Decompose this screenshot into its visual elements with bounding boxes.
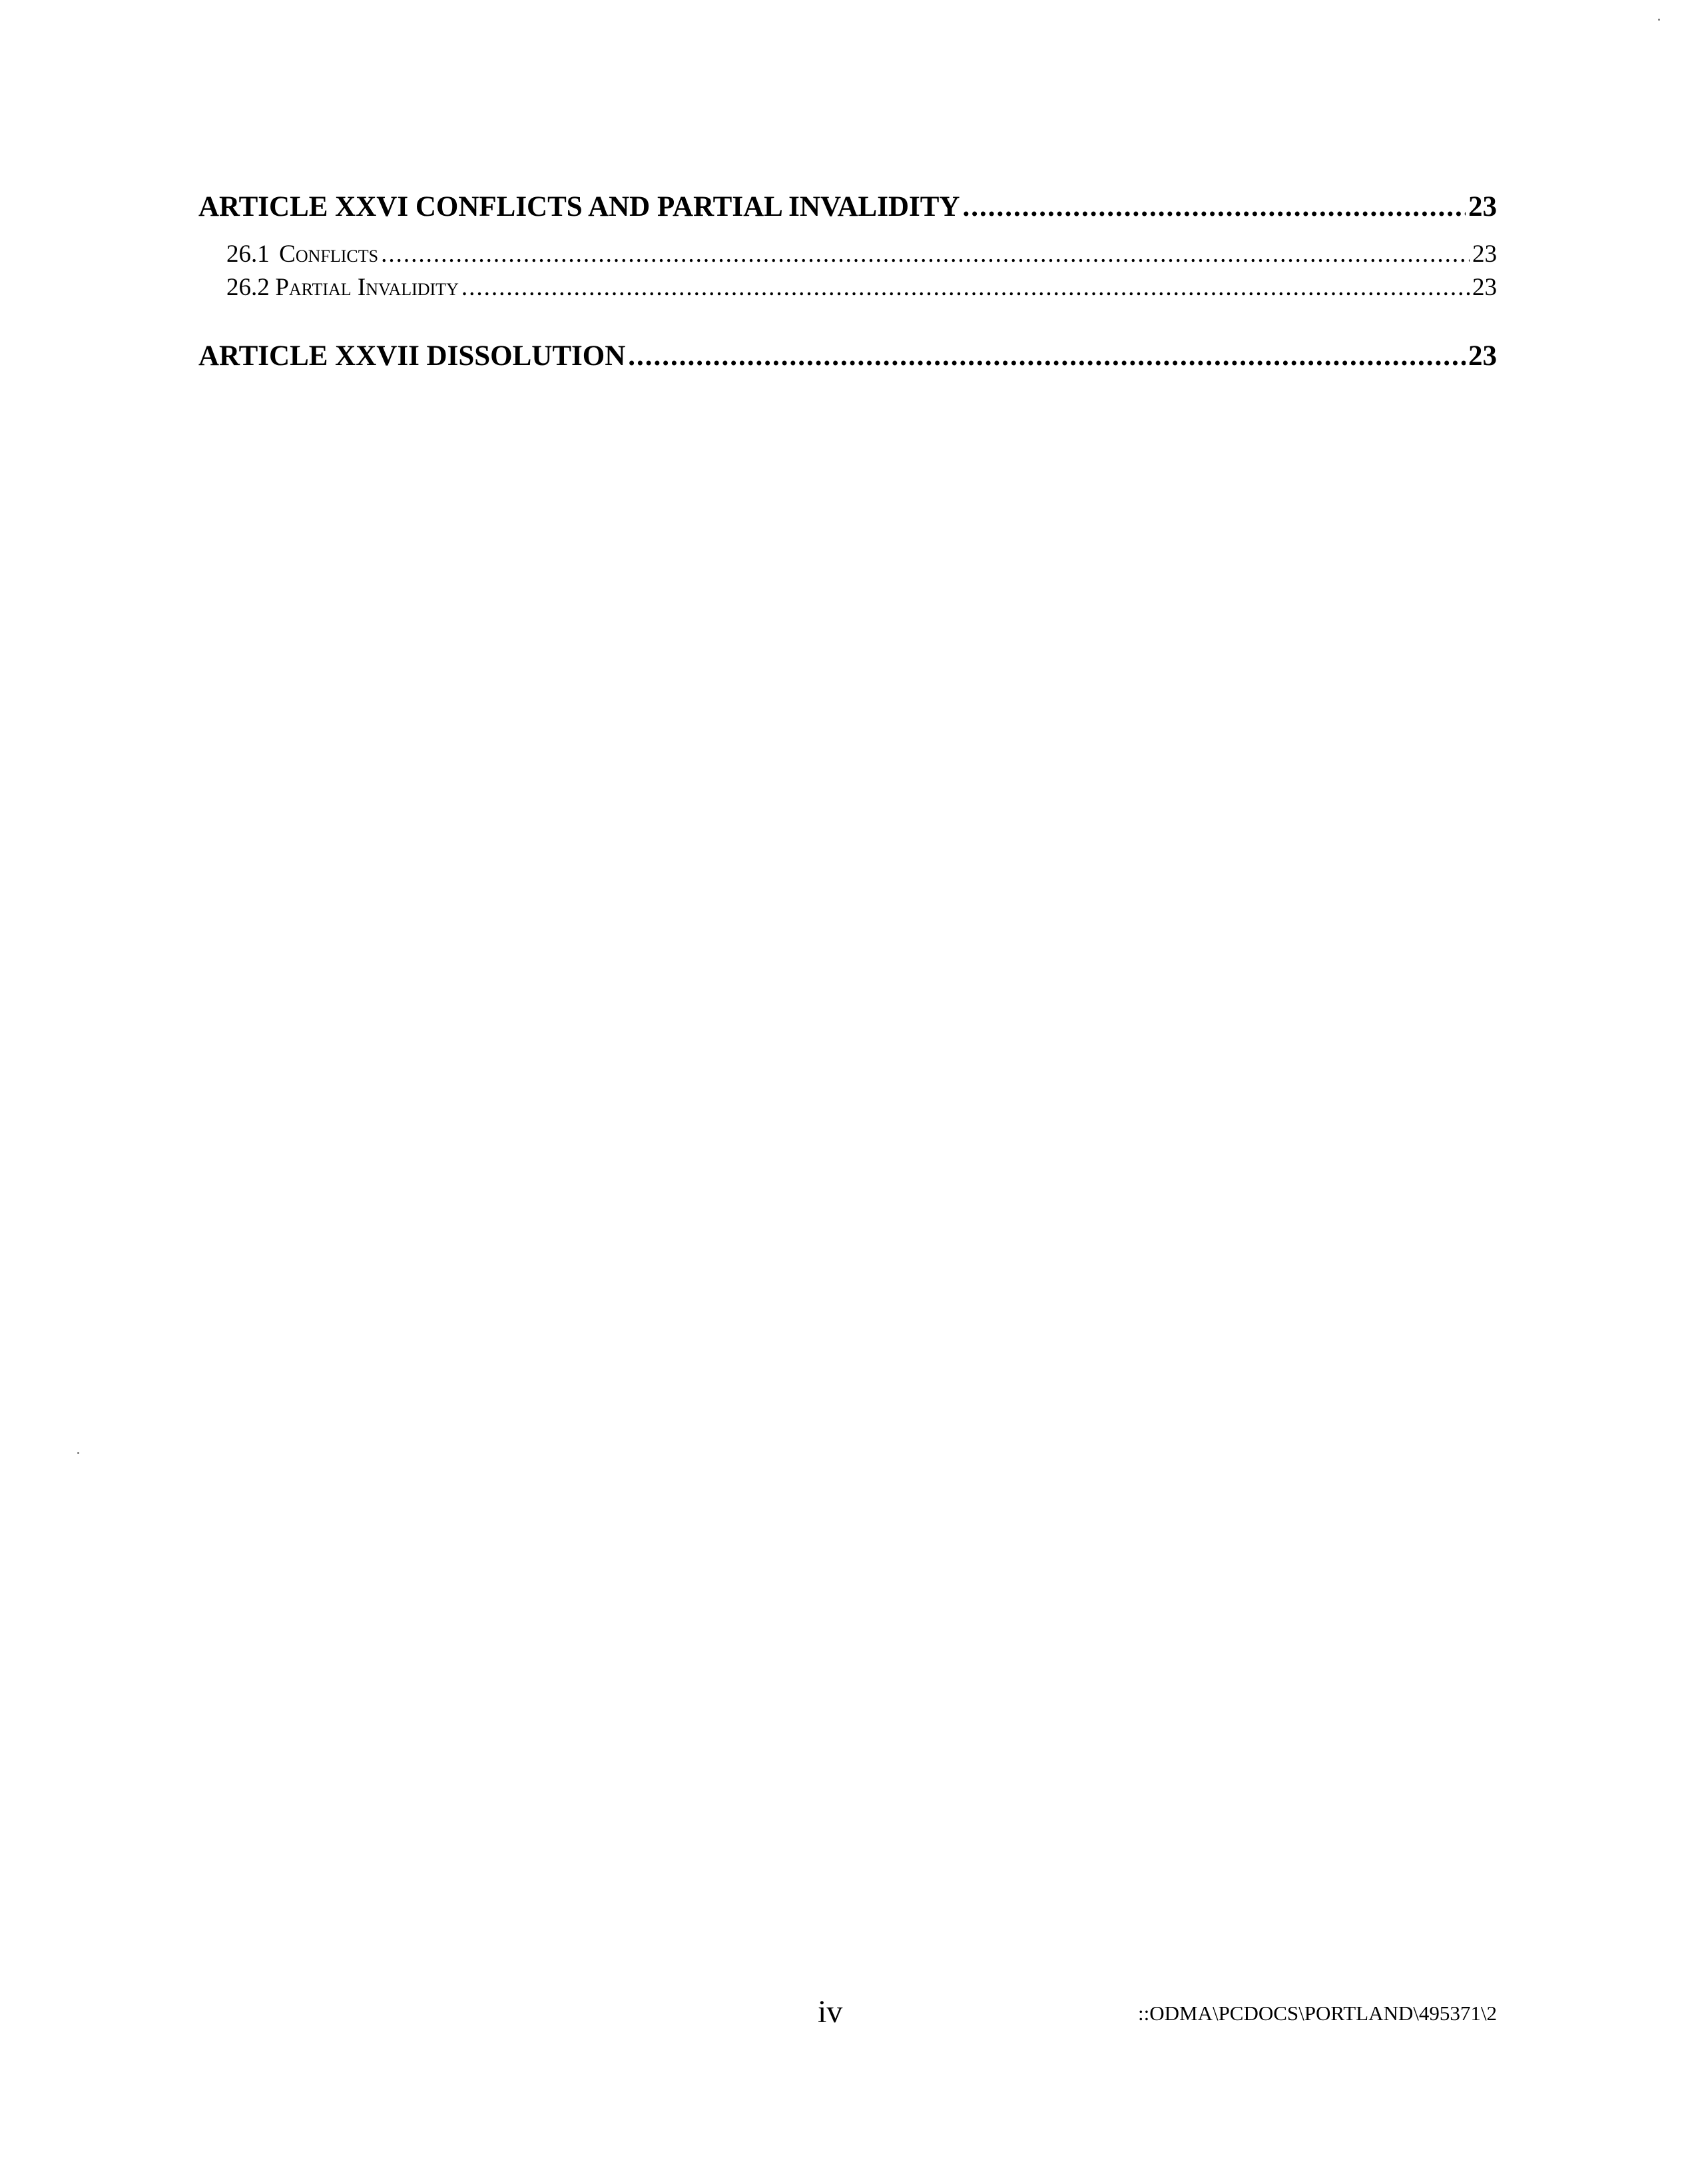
toc-section-26-2[interactable] [226, 273, 1497, 302]
toc-dot-leader [461, 273, 1470, 302]
toc-dot-leader [628, 340, 1466, 372]
toc-article-26[interactable] [198, 190, 1497, 223]
toc-dot-leader [381, 240, 1470, 268]
toc-article-27[interactable] [198, 340, 1497, 372]
toc-article-26-title: ARTICLE XXVI CONFLICTS AND PARTIAL INVALIDITY [198, 191, 960, 222]
toc-section-number: 26.2 [226, 274, 270, 301]
toc-section-title: Partial Invalidity [275, 274, 459, 301]
scan-speck [1658, 19, 1660, 21]
toc-section-page: 23 [1472, 274, 1497, 301]
toc-article-27-title: ARTICLE XXVII DISSOLUTION [198, 340, 626, 372]
toc-section-number: 26.1 [226, 240, 270, 268]
footer-page-number: iv [818, 1994, 843, 2029]
footer-document-path: ::ODMA\PCDOCS\PORTLAND\495371\2 [1138, 2002, 1497, 2025]
toc-dot-leader [962, 190, 1466, 223]
scan-speck [77, 1452, 79, 1454]
toc-section-title: Conflicts [279, 240, 379, 268]
toc-article-27-page: 23 [1468, 340, 1497, 372]
toc-section-26-1[interactable] [226, 240, 1497, 268]
toc-section-page: 23 [1472, 240, 1497, 268]
toc-article-26-page: 23 [1468, 191, 1497, 222]
